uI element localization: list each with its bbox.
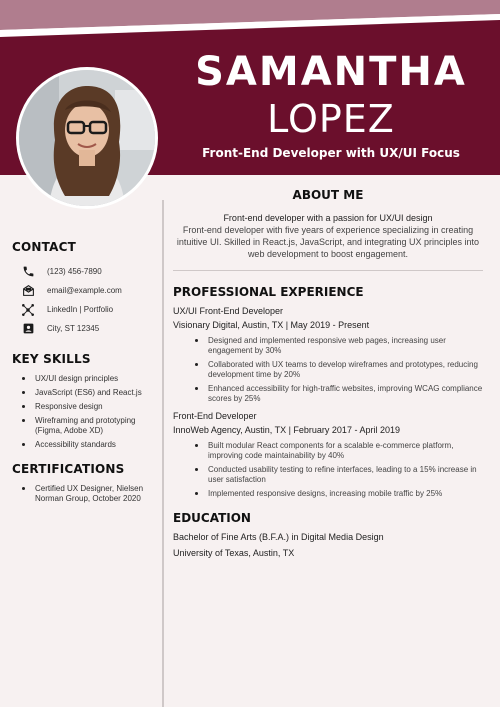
right-column — [173, 188, 483, 559]
contact-heading: CONTACT — [12, 240, 76, 254]
experience-heading: PROFESSIONAL EXPERIENCE — [173, 285, 364, 299]
contact-email-text[interactable]: email@example.com — [47, 286, 122, 295]
column-divider — [162, 200, 164, 707]
skills-section — [12, 352, 152, 450]
skills-heading: KEY SKILLS — [12, 352, 91, 366]
contact-section — [12, 240, 152, 338]
left-column — [12, 240, 152, 508]
list-item: Implemented responsive designs, increasing mobile traffic by 25% — [195, 489, 483, 499]
about-heading: ABOUT ME — [292, 188, 364, 202]
contact-links — [12, 300, 152, 319]
job-company: InnoWeb Agency, Austin, TX | February 2017 - April 2019 — [173, 425, 400, 435]
education-section — [173, 511, 483, 559]
location-icon — [21, 322, 35, 336]
list-item: Responsive design — [22, 402, 152, 412]
list-item: Collaborated with UX teams to develop wireframes and prototypes, reducing development time by 20% — [195, 360, 483, 380]
job-bullets — [173, 336, 483, 404]
list-item: UX/UI design principles — [22, 374, 152, 384]
experience-section — [173, 285, 483, 499]
job-bullets — [173, 441, 483, 499]
first-name: SAMANTHA — [195, 49, 467, 95]
contact-location-text: City, ST 12345 — [47, 324, 100, 333]
last-name: LOPEZ — [267, 97, 395, 141]
list-item: Accessibility standards — [22, 440, 152, 450]
education-school: University of Texas, Austin, TX — [173, 548, 295, 558]
list-item: Designed and implemented responsive web pages, increasing user engagement by 30% — [195, 336, 483, 356]
list-item: Certified UX Designer, Nielsen Norman Group, October 2020 — [22, 484, 152, 504]
list-item: Enhanced accessibility for high-traffic websites, improving WCAG compliance scores by 25% — [195, 384, 483, 404]
list-item: Conducted usability testing to refine interfaces, leading to a 15% increase in user satisfaction — [195, 465, 483, 485]
contact-location — [12, 319, 152, 338]
skills-list — [12, 374, 152, 450]
job-entry — [173, 305, 483, 404]
job-title: UX/UI Front-End Developer — [173, 306, 284, 316]
education-degree: Bachelor of Fine Arts (B.F.A.) in Digital Media Design — [173, 532, 384, 542]
education-heading: EDUCATION — [173, 511, 251, 525]
job-company: Visionary Digital, Austin, TX | May 2019 - Present — [173, 320, 370, 330]
profile-photo — [16, 67, 158, 209]
job-entry — [173, 410, 483, 499]
certifications-list — [12, 484, 152, 504]
certifications-heading: CERTIFICATIONS — [12, 462, 125, 476]
network-icon — [21, 303, 35, 317]
job-tagline: Front-End Developer with UX/UI Focus — [202, 146, 460, 160]
contact-phone-text[interactable]: (123) 456-7890 — [47, 267, 102, 276]
contact-phone — [12, 262, 152, 281]
list-item: Built modular React components for a scalable e-commerce platform, improving code maintainability by 40% — [195, 441, 483, 461]
about-section — [173, 188, 483, 260]
list-item: Wireframing and prototyping (Figma, Adobe XD) — [22, 416, 152, 436]
contact-links-text[interactable]: LinkedIn | Portfolio — [47, 305, 114, 314]
job-title: Front-End Developer — [173, 411, 257, 421]
contact-email — [12, 281, 152, 300]
phone-icon — [21, 265, 35, 279]
email-icon — [21, 284, 35, 298]
certifications-section — [12, 462, 152, 504]
about-body: Front-end developer with five years of experience specializing in creating intuitive UI. Skilled in React.js, JavaScript, and integrating UX principles into web development to boost engagement. — [176, 225, 480, 259]
about-headline: Front-end developer with a passion for UX/UI design — [223, 213, 433, 223]
list-item: JavaScript (ES6) and React.js — [22, 388, 152, 398]
section-divider — [173, 270, 483, 271]
